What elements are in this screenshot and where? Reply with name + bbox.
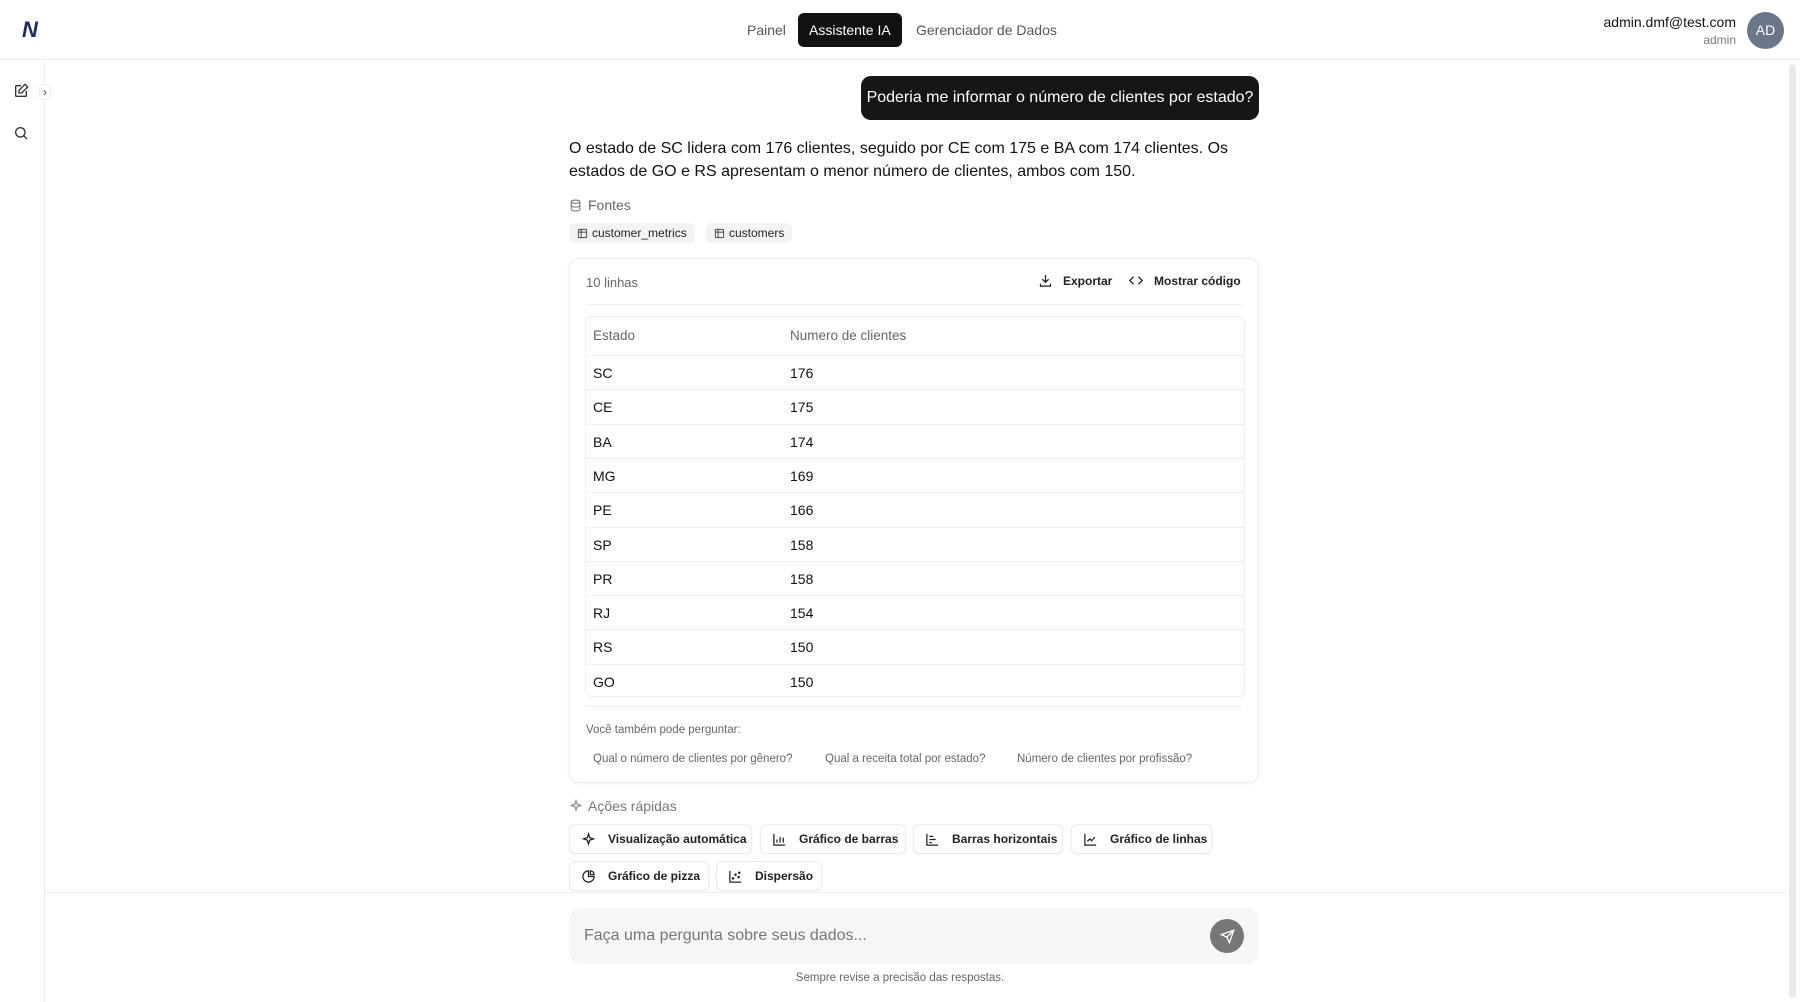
database-icon [569,199,582,212]
quick-action-label: Barras horizontais [952,832,1058,846]
table-header-row [586,317,1244,355]
cell-estado: BA [593,433,612,450]
show-code-button[interactable] [1128,273,1241,288]
user-role: admin [1703,33,1736,47]
scatter-icon [728,869,743,884]
quick-action-auto-visualization[interactable] [569,824,752,854]
source-chip[interactable] [706,223,792,243]
results-table [585,316,1245,697]
cell-numero-de-clientes: 166 [790,502,814,519]
avatar[interactable]: AD [1747,12,1784,49]
table-row [586,458,1244,492]
sparkles-icon [581,832,596,847]
table-row [586,492,1244,526]
quick-action-horizontal-bars[interactable] [913,824,1063,854]
search-icon[interactable] [13,125,31,143]
code-icon [1128,273,1144,288]
table-row [586,664,1244,697]
question-input[interactable] [569,908,1259,964]
cell-estado: CE [593,399,613,416]
cell-numero-de-clientes: 169 [790,467,814,484]
suggestions-label: Você também pode perguntar: [586,724,741,736]
cell-estado: PE [593,502,612,519]
row-count: 10 linhas [586,275,639,290]
table-icon [714,228,725,239]
quick-action-label: Dispersão [755,869,814,883]
app-logo[interactable]: N [22,17,38,42]
cell-numero-de-clientes: 150 [790,639,814,656]
table-row [586,595,1244,629]
new-chat-icon[interactable] [13,83,31,101]
quick-action-label: Visualização automática [608,832,747,846]
suggestion-link[interactable]: Qual o número de clientes por gênero? [593,753,793,765]
export-button[interactable] [1038,273,1112,288]
table-row [586,527,1244,561]
quick-action-label: Gráfico de barras [799,832,899,846]
cell-estado: SP [593,536,612,553]
nav-gerenciador-de-dados[interactable]: Gerenciador de Dados [916,22,1057,38]
divider [46,892,1786,893]
result-card [569,258,1259,783]
suggestion-link[interactable]: Qual a receita total por estado? [825,753,986,765]
table-row [586,629,1244,663]
quick-actions-label: Ações rápidas [588,798,677,814]
column-header: Numero de clientes [790,328,907,343]
table-row [586,424,1244,458]
cell-numero-de-clientes: 158 [790,570,814,587]
sources-label: Fontes [588,197,631,213]
cell-estado: SC [593,365,613,381]
sources-heading [569,197,631,213]
cell-numero-de-clientes: 174 [790,433,814,450]
scrollbar[interactable] [1789,64,1796,998]
quick-action-bar-chart[interactable] [760,824,906,854]
suggestion-link[interactable]: Número de clientes por profissão? [1017,753,1193,765]
quick-action-scatter[interactable] [716,861,822,891]
cell-numero-de-clientes: 150 [790,673,814,690]
source-chip-label: customers [729,226,785,240]
horizontal-bars-icon [925,832,940,847]
quick-action-pie-chart[interactable] [569,861,709,891]
disclaimer: Sempre revise a precisão das respostas. [795,972,1005,984]
user-message: Poderia me informar o número de clientes por estado? [861,76,1259,120]
table-icon [577,228,588,239]
show-code-label: Mostrar código [1154,273,1241,288]
expand-sidebar-chevron-icon[interactable]: › [39,84,51,100]
cell-estado: MG [593,467,616,484]
source-chip-label: customer_metrics [592,226,687,240]
table-row [586,389,1244,423]
cell-numero-de-clientes: 154 [790,605,814,622]
cell-estado: PR [593,570,613,587]
sparkles-icon [569,799,583,813]
source-chip[interactable] [569,223,695,243]
table-row [586,561,1244,595]
assistant-answer: O estado de SC lidera com 176 clientes, seguido por CE com 175 e BA com 174 clientes. Os estados de GO e RS apresentam o menor número de clientes, ambos com 150. [569,140,1229,180]
quick-action-line-chart[interactable] [1071,824,1212,854]
pie-chart-icon [581,869,596,884]
cell-numero-de-clientes: 176 [790,365,814,381]
cell-estado: RJ [593,605,611,622]
quick-action-label: Gráfico de pizza [608,869,701,883]
bar-chart-icon [772,832,787,847]
column-header: Estado [593,328,636,343]
nav-assistente-ia[interactable]: Assistente IA [798,13,902,47]
top-header [0,0,1800,60]
table-row [586,355,1244,389]
send-button[interactable] [1210,919,1244,953]
quick-action-label: Gráfico de linhas [1110,832,1208,846]
export-label: Exportar [1063,273,1113,288]
quick-actions-heading [569,798,677,814]
cell-estado: RS [593,639,613,656]
divider [586,706,1242,707]
line-chart-icon [1083,832,1098,847]
download-icon [1038,273,1053,288]
cell-numero-de-clientes: 158 [790,536,814,553]
nav-painel[interactable]: Painel [747,22,786,38]
cell-estado: GO [593,673,615,690]
send-icon [1220,929,1235,944]
user-email: admin.dmf@test.com [1603,14,1736,30]
cell-numero-de-clientes: 175 [790,399,814,416]
sidebar [0,61,45,1002]
divider [586,304,1242,305]
